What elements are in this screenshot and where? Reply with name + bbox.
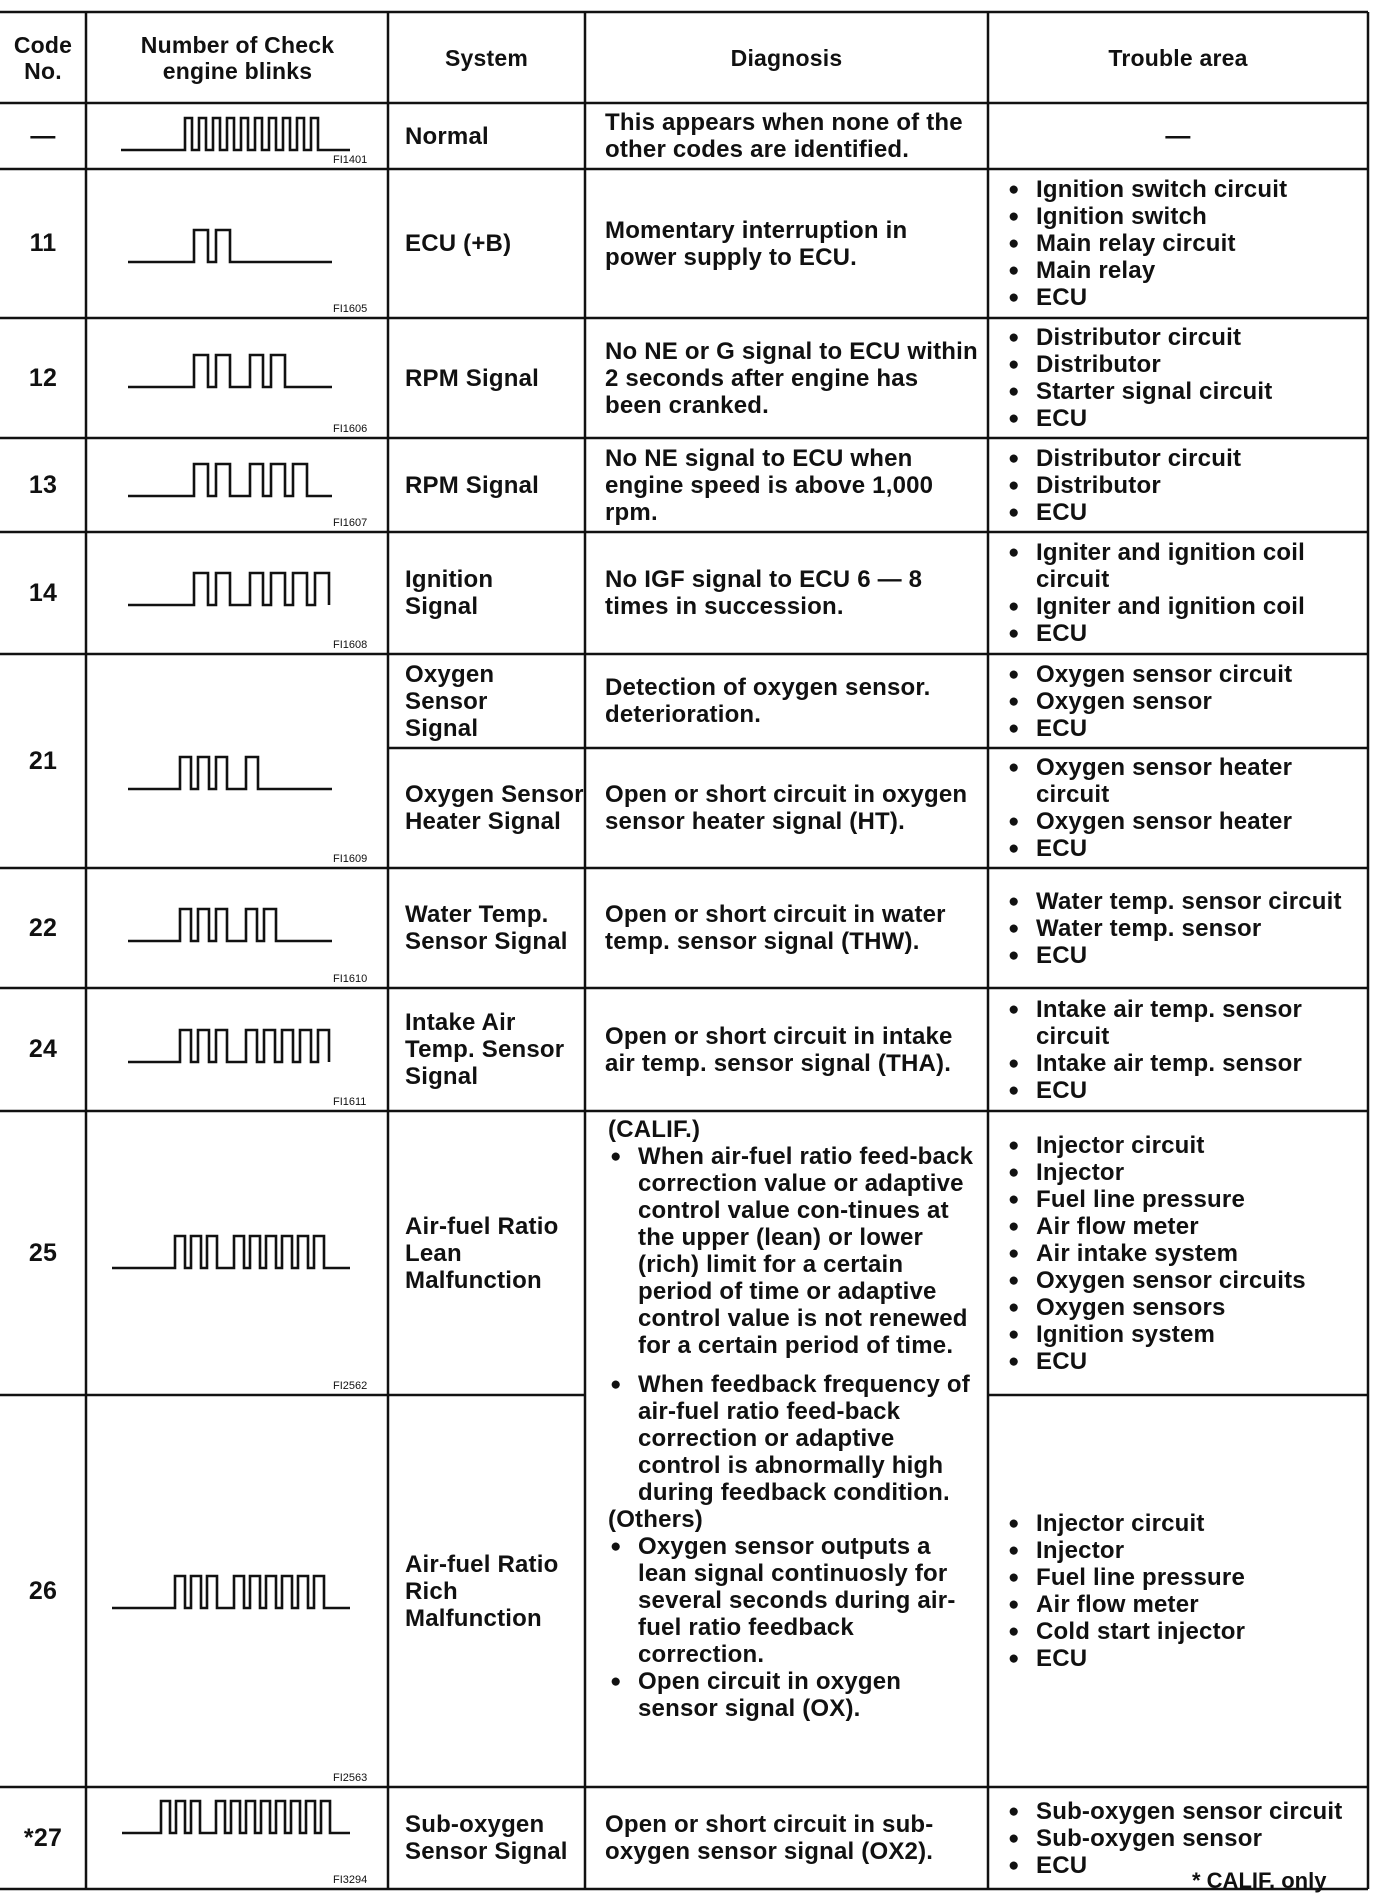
trouble-item: ● Sub-oxygen sensor circuit [1006,1798,1342,1825]
trouble-cell [988,318,1368,438]
system-cell: Ignition Signal [405,566,494,620]
blink-waveform-normal [121,118,350,150]
diagnosis-cell: Detection of oxygen sensor. deterioration. [605,674,931,728]
trouble-item: ● Oxygen sensor [1006,688,1292,715]
diagnosis-cell: No NE signal to ECU when engine speed is above 1,000 rpm. [605,444,934,526]
trouble-cell [988,654,1368,748]
header-trouble-area: Trouble area [1108,45,1248,71]
figure-id: FI1607 [333,517,368,529]
diagnosis-item: ● When feedback frequency of air-fuel ratio feed-back correction or adaptive control is abnormally high during feedback condition. [608,1371,980,1506]
others-list [608,1533,980,1722]
header-system: System [444,45,529,71]
system-cell: RPM Signal [405,471,540,499]
trouble-list [1006,661,1292,742]
code-cell: 12 [28,363,58,392]
figure-id: FI1608 [333,639,368,651]
trouble-item: ● ECU [1006,715,1292,742]
trouble-item: ● Ignition system [1006,1321,1306,1348]
trouble-item: ● ECU [1006,284,1287,311]
diagnosis-cell: No NE or G signal to ECU within 2 seconds after engine has been cranked. [605,337,978,419]
trouble-item: ● Oxygen sensor heater [1006,808,1368,835]
trouble-cell [988,988,1368,1111]
trouble-item: ● ECU [1006,405,1272,432]
trouble-item: ● ECU [1006,942,1342,969]
trouble-item: ● Main relay [1006,257,1287,284]
trouble-cell [988,169,1368,318]
trouble-item: ● Distributor [1006,472,1241,499]
trouble-item: ● ECU [1006,1348,1306,1375]
header-blinks: Number of Check engine blinks [140,32,335,84]
figure-id: FI1606 [333,423,368,435]
trouble-cell: — [1165,121,1191,150]
trouble-item: ● Oxygen sensor heater circuit [1006,754,1368,808]
trouble-cell [988,1111,1368,1395]
code-cell: *27 [23,1823,63,1852]
diagnosis-cell: Open or short circuit in oxygen sensor heater signal (HT). [605,781,968,835]
diagnosis-cell: Open or short circuit in water temp. sensor signal (THW). [605,901,946,955]
trouble-list [1006,445,1241,526]
trouble-list [1006,539,1368,647]
code-cell: 13 [28,470,58,499]
calif-list [608,1143,980,1359]
figure-id: FI3294 [333,1874,368,1886]
diagnosis-item: ● When air-fuel ratio feed-back correction value or adaptive control value con-tinues at the upper (lean) or lower (rich) limit for a certain period of time or adaptive control value is not renewed for a certain period of time. [608,1143,980,1359]
code-cell: 21 [28,746,58,775]
trouble-item: ● Fuel line pressure [1006,1186,1306,1213]
trouble-item: ● Main relay circuit [1006,230,1287,257]
blink-waveform-24 [128,1030,329,1062]
figure-id: FI1401 [333,154,368,166]
trouble-item: ● Injector circuit [1006,1510,1245,1537]
blink-waveform-25 [112,1236,350,1268]
system-cell: Water Temp. Sensor Signal [405,901,568,955]
trouble-list [1006,324,1272,432]
trouble-item: ● ECU [1006,1645,1245,1672]
trouble-cell [988,532,1368,654]
diagnosis-item: ● Oxygen sensor outputs a lean signal continuosly for several seconds during air-fuel ratio feedback correction. [608,1533,980,1668]
trouble-item: ● Intake air temp. sensor circuit [1006,996,1368,1050]
diagnosis-cell: No IGF signal to ECU 6 — 8 times in succession. [605,566,923,620]
code-cell: 11 [29,229,57,257]
code-cell: 25 [28,1238,58,1267]
trouble-item: ● ECU [1006,835,1368,862]
code-cell: 14 [28,578,58,607]
code-cell: 24 [28,1035,58,1063]
calif-list-2 [608,1371,980,1506]
code-cell: — [30,121,56,150]
trouble-item: ● Sub-oxygen sensor [1006,1825,1342,1852]
blink-waveform-12 [128,355,332,387]
trouble-item: ● Injector [1006,1537,1245,1564]
figure-id: FI2563 [333,1772,368,1784]
system-cell: Air-fuel Ratio Rich Malfunction [405,1550,559,1632]
trouble-cell [988,438,1368,532]
figure-id: FI2562 [333,1380,368,1392]
others-label: (Others) [608,1506,703,1533]
trouble-item: ● Oxygen sensor circuits [1006,1267,1306,1294]
calif-label: (CALIF.) [608,1116,701,1143]
trouble-cell [988,748,1368,868]
trouble-item: ● Water temp. sensor [1006,915,1342,942]
trouble-item: ● Ignition switch [1006,203,1287,230]
trouble-item: ● Injector circuit [1006,1132,1306,1159]
figure-id: FI1611 [333,1096,367,1108]
trouble-item: ● Air flow meter [1006,1591,1245,1618]
trouble-item: ● ECU [1006,499,1241,526]
code-cell: 26 [28,1576,58,1605]
diagnosis-cell: Momentary interruption in power supply to ECU. [605,216,908,271]
system-cell: Sub-oxygen Sensor Signal [405,1811,568,1865]
system-cell: Oxygen Sensor Signal [405,660,495,742]
blink-waveform-21 [128,757,332,789]
code-cell: 22 [28,913,58,942]
blink-waveform-11 [128,230,332,262]
diagnosis-cell: Open or short circuit in sub-oxygen sensor signal (OX2). [605,1811,934,1865]
diagnosis-cell: Open or short circuit in intake air temp. sensor signal (THA). [605,1022,953,1077]
trouble-list [1006,176,1287,311]
trouble-cell [988,1395,1368,1787]
diagnosis-cell: This appears when none of the other codes are identified. [605,109,963,163]
trouble-item: ● Distributor [1006,351,1272,378]
system-cell: Intake Air Temp. Sensor Signal [405,1009,565,1090]
trouble-item: ● Oxygen sensor circuit [1006,661,1292,688]
trouble-item: ● Distributor circuit [1006,445,1241,472]
system-cell: RPM Signal [405,364,540,392]
system-cell: Air-fuel Ratio Lean Malfunction [405,1212,559,1294]
figure-id: FI1609 [333,853,368,865]
diagnosis-item: ● Open circuit in oxygen sensor signal (OX). [608,1668,980,1722]
system-cell: ECU (+B) [405,230,512,257]
trouble-item: ● ECU [1006,1852,1342,1879]
afr-diagnosis-cell [585,1116,988,1784]
blink-waveform-13 [128,464,332,496]
trouble-list [1006,1132,1306,1375]
trouble-item: ● Water temp. sensor circuit [1006,888,1342,915]
trouble-list [1006,1510,1245,1672]
trouble-item: ● Oxygen sensors [1006,1294,1306,1321]
trouble-item: ● Ignition switch circuit [1006,176,1287,203]
header-diagnosis: Diagnosis [730,45,843,71]
blink-waveform-26 [112,1576,350,1608]
trouble-item: ● Intake air temp. sensor [1006,1050,1368,1077]
trouble-item: ● Cold start injector [1006,1618,1245,1645]
trouble-item: ● ECU [1006,620,1368,647]
trouble-item: ● Injector [1006,1159,1306,1186]
trouble-item: ● Starter signal circuit [1006,378,1272,405]
trouble-list [1006,754,1368,862]
figure-id: FI1610 [333,973,368,985]
trouble-list [1006,888,1342,969]
system-cell: Normal [405,122,489,150]
figure-id: FI1605 [333,303,368,315]
blink-waveform-27 [122,1801,350,1833]
trouble-item: ● Igniter and ignition coil [1006,593,1368,620]
blink-waveform-22 [128,909,332,941]
trouble-item: ● Igniter and ignition coil circuit [1006,539,1368,593]
trouble-item: ● Fuel line pressure [1006,1564,1245,1591]
header-code-no: Code No. [13,32,73,84]
system-cell: Oxygen Sensor Heater Signal [405,781,584,835]
footnote: * CALIF. only [1192,1868,1327,1893]
blink-waveform-14 [128,573,329,605]
trouble-item: ● Distributor circuit [1006,324,1272,351]
trouble-list [1006,1798,1342,1879]
trouble-item: ● Air intake system [1006,1240,1306,1267]
trouble-cell [988,868,1368,988]
trouble-item: ● ECU [1006,1077,1368,1104]
trouble-list [1006,996,1368,1104]
trouble-item: ● Air flow meter [1006,1213,1306,1240]
